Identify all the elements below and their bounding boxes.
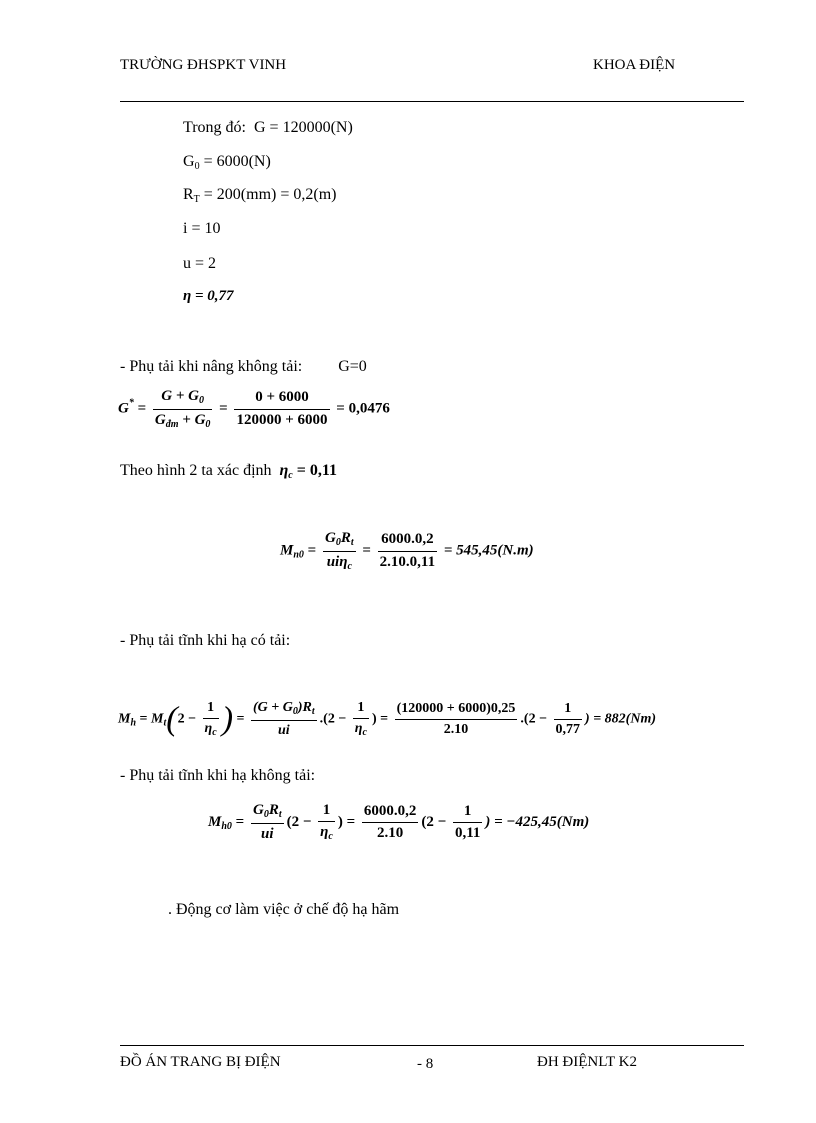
params-eta: η = 0,77 <box>183 288 234 304</box>
equation-mh0: $M_{h0}$ = $\frac{G_0R_t}{ui}$ (2 − $\frac{1}{\eta_c}$ ) = $\frac{6000.0,2}{2.10}$ (2 − $\frac{1}{0,11}$ ) = −425,45(Nm) <box>208 802 590 843</box>
params-intro: Trong đó: <box>183 119 246 136</box>
section3-title: - Phụ tải tĩnh khi hạ không tải: <box>120 767 316 784</box>
params-i: i = 10 <box>183 220 221 237</box>
header-right: KHOA ĐIỆN <box>593 57 676 73</box>
params-g: G = 120000(N) <box>253 119 353 136</box>
section1-condition: G=0 <box>338 358 367 375</box>
params-g-line <box>183 119 353 137</box>
equation-mh: $M_h = M_t(2$ − $\frac{1}{\eta_c}$ ) = $\frac{(G + G_0)R_t}{ui}$ .(2 − $\frac{1}{\eta_c}$ ) = $\frac{(120000 + 6000)0,25}{2.10}$ .(2 − $\frac{1}{0,77}$ ) = 882(Nm) <box>118 700 657 739</box>
section1-title-line <box>120 358 367 376</box>
footer-rule <box>120 1045 744 1046</box>
header-rule <box>120 101 744 102</box>
equation-mn0: $M_{n0}$ = $\frac{G_0R_t}{ui\eta_c}$ = $\frac{6000.0,2}{2.10.0,11}$ = 545,45(N.m) <box>280 530 534 572</box>
page-number: - 8 <box>417 1056 434 1072</box>
conclusion: . Động cơ làm việc ở chế độ hạ hãm <box>168 901 400 918</box>
section1-note: Theo hình 2 ta xác định $\eta_c = 0,11$ <box>120 462 337 481</box>
params-g0: $G_0 = 6000(N)$ <box>183 153 271 172</box>
section2-title: - Phụ tải tĩnh khi hạ có tải: <box>120 632 291 649</box>
footer-left: ĐỒ ÁN TRANG BỊ ĐIỆN <box>120 1054 281 1070</box>
footer-right: ĐH ĐIỆNLT K2 <box>537 1054 637 1070</box>
header-left: TRƯỜNG ĐHSPKT VINH <box>120 57 287 73</box>
equation-g-star: G* = $\frac{G + G_0}{G_{đm} + G_0}$ = $\frac{0 + 6000}{120000 + 6000}$ = 0,0476 <box>118 388 390 430</box>
section1-title: - Phụ tải khi nâng không tải: <box>120 358 303 375</box>
params-u: u = 2 <box>183 255 217 272</box>
params-rt: $R_T = 200(mm) = 0,2(m)$ <box>183 186 337 205</box>
